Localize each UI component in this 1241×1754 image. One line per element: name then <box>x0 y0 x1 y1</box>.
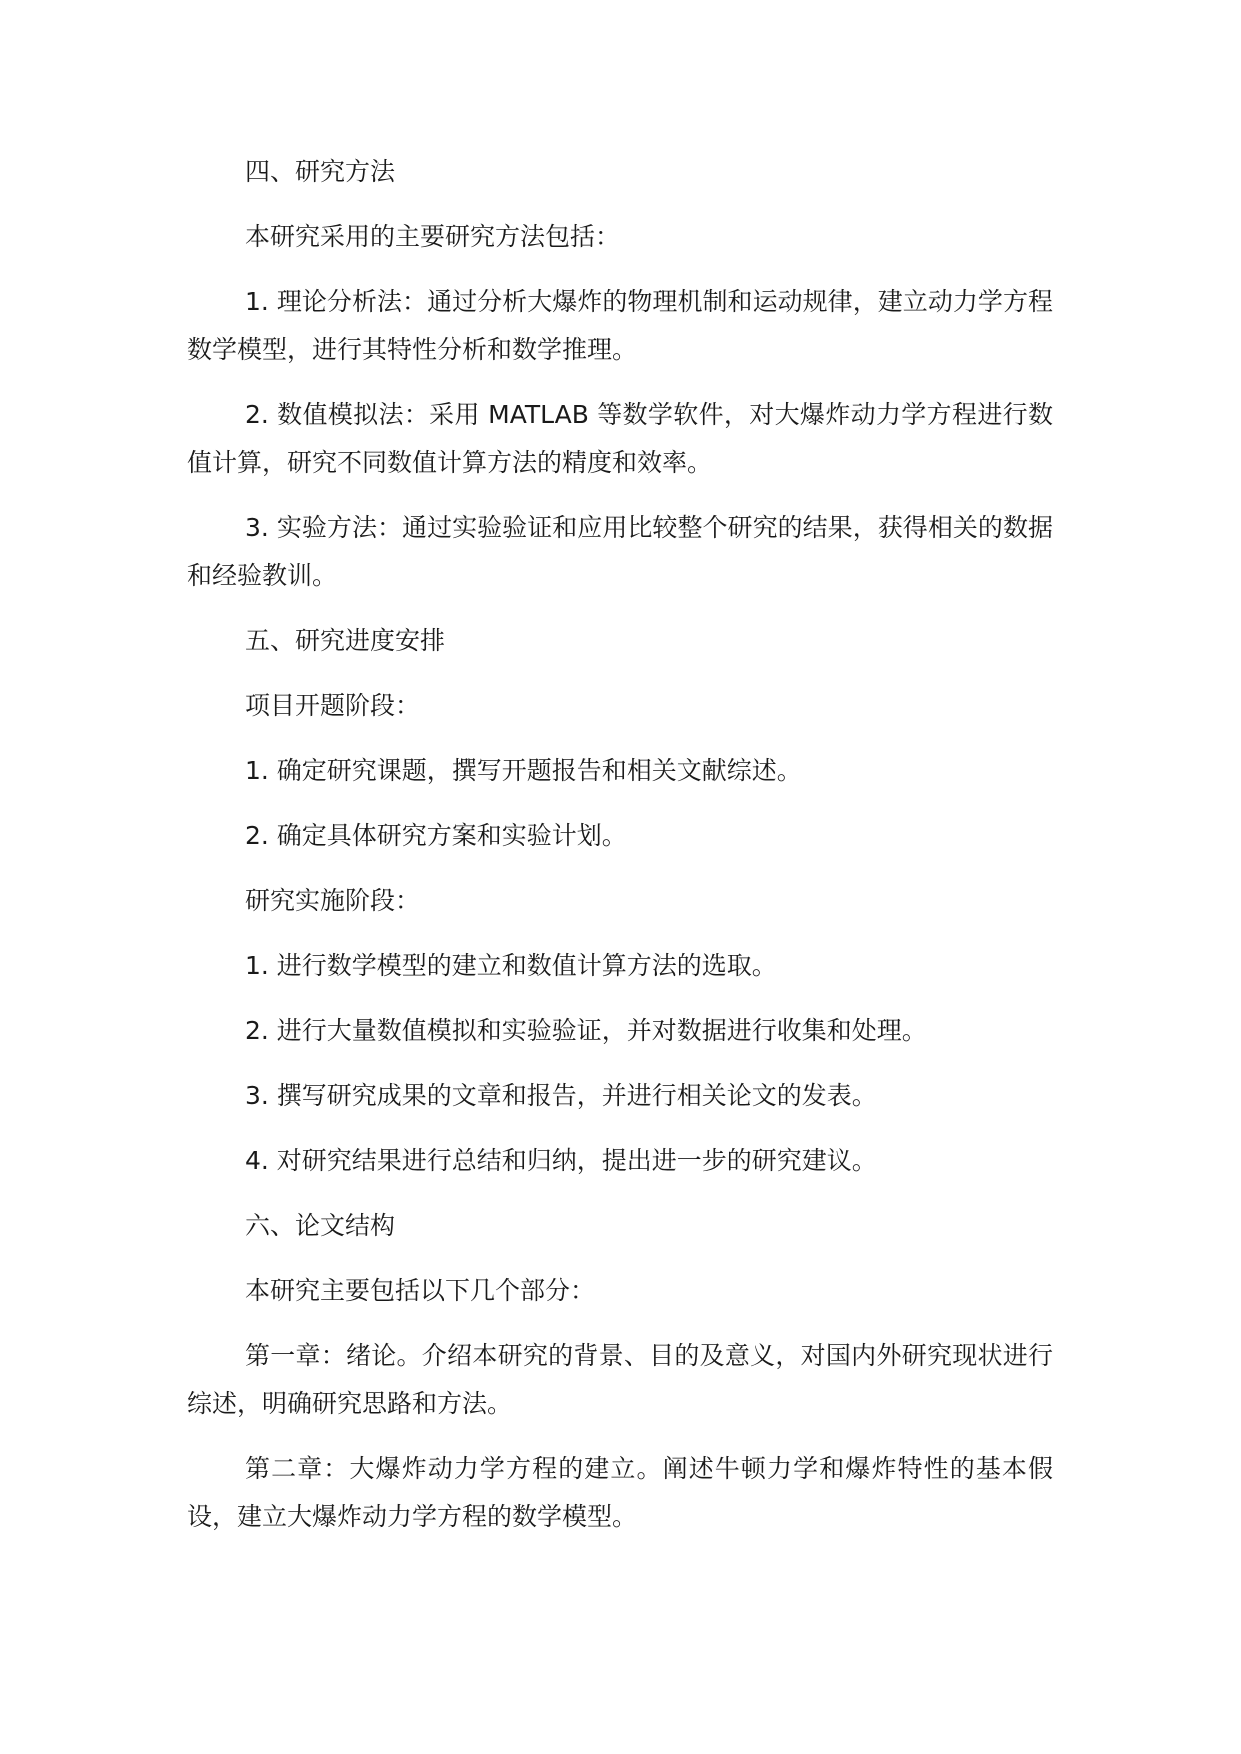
list-item: 1. 理论分析法：通过分析大爆炸的物理机制和运动规律，建立动力学方程数学模型，进行其特性分析和数学推理。 <box>187 287 1053 364</box>
subheading: 研究实施阶段： <box>245 886 421 915</box>
section-heading-thesis-structure: 六、论文结构 <box>245 1211 396 1240</box>
list-item: 3. 撰写研究成果的文章和报告，并进行相关论文的发表。 <box>245 1081 877 1110</box>
list-item: 1. 进行数学模型的建立和数值计算方法的选取。 <box>245 951 777 980</box>
list-item: 2. 进行大量数值模拟和实验验证，并对数据进行收集和处理。 <box>245 1016 927 1045</box>
list-item: 4. 对研究结果进行总结和归纳，提出进一步的研究建议。 <box>245 1146 877 1175</box>
list-item: 2. 确定具体研究方案和实验计划。 <box>245 821 627 850</box>
document-body <box>187 148 1053 1558</box>
paragraph: 本研究采用的主要研究方法包括： <box>245 222 621 251</box>
subheading: 项目开题阶段： <box>245 691 421 720</box>
list-item: 3. 实验方法：通过实验验证和应用比较整个研究的结果，获得相关的数据和经验教训。 <box>187 513 1053 590</box>
paragraph: 本研究主要包括以下几个部分： <box>245 1276 596 1305</box>
list-item: 1. 确定研究课题，撰写开题报告和相关文献综述。 <box>245 756 802 785</box>
chapter-description: 第二章：大爆炸动力学方程的建立。阐述牛顿力学和爆炸特性的基本假设，建立大爆炸动力学方程的数学模型。 <box>187 1454 1053 1531</box>
section-heading-schedule: 五、研究进度安排 <box>245 626 446 655</box>
list-item: 2. 数值模拟法：采用 MATLAB 等数学软件，对大爆炸动力学方程进行数值计算，研究不同数值计算方法的精度和效率。 <box>187 400 1053 477</box>
chapter-description: 第一章：绪论。介绍本研究的背景、目的及意义，对国内外研究现状进行综述，明确研究思路和方法。 <box>187 1341 1053 1418</box>
section-heading-research-methods: 四、研究方法 <box>245 157 396 186</box>
